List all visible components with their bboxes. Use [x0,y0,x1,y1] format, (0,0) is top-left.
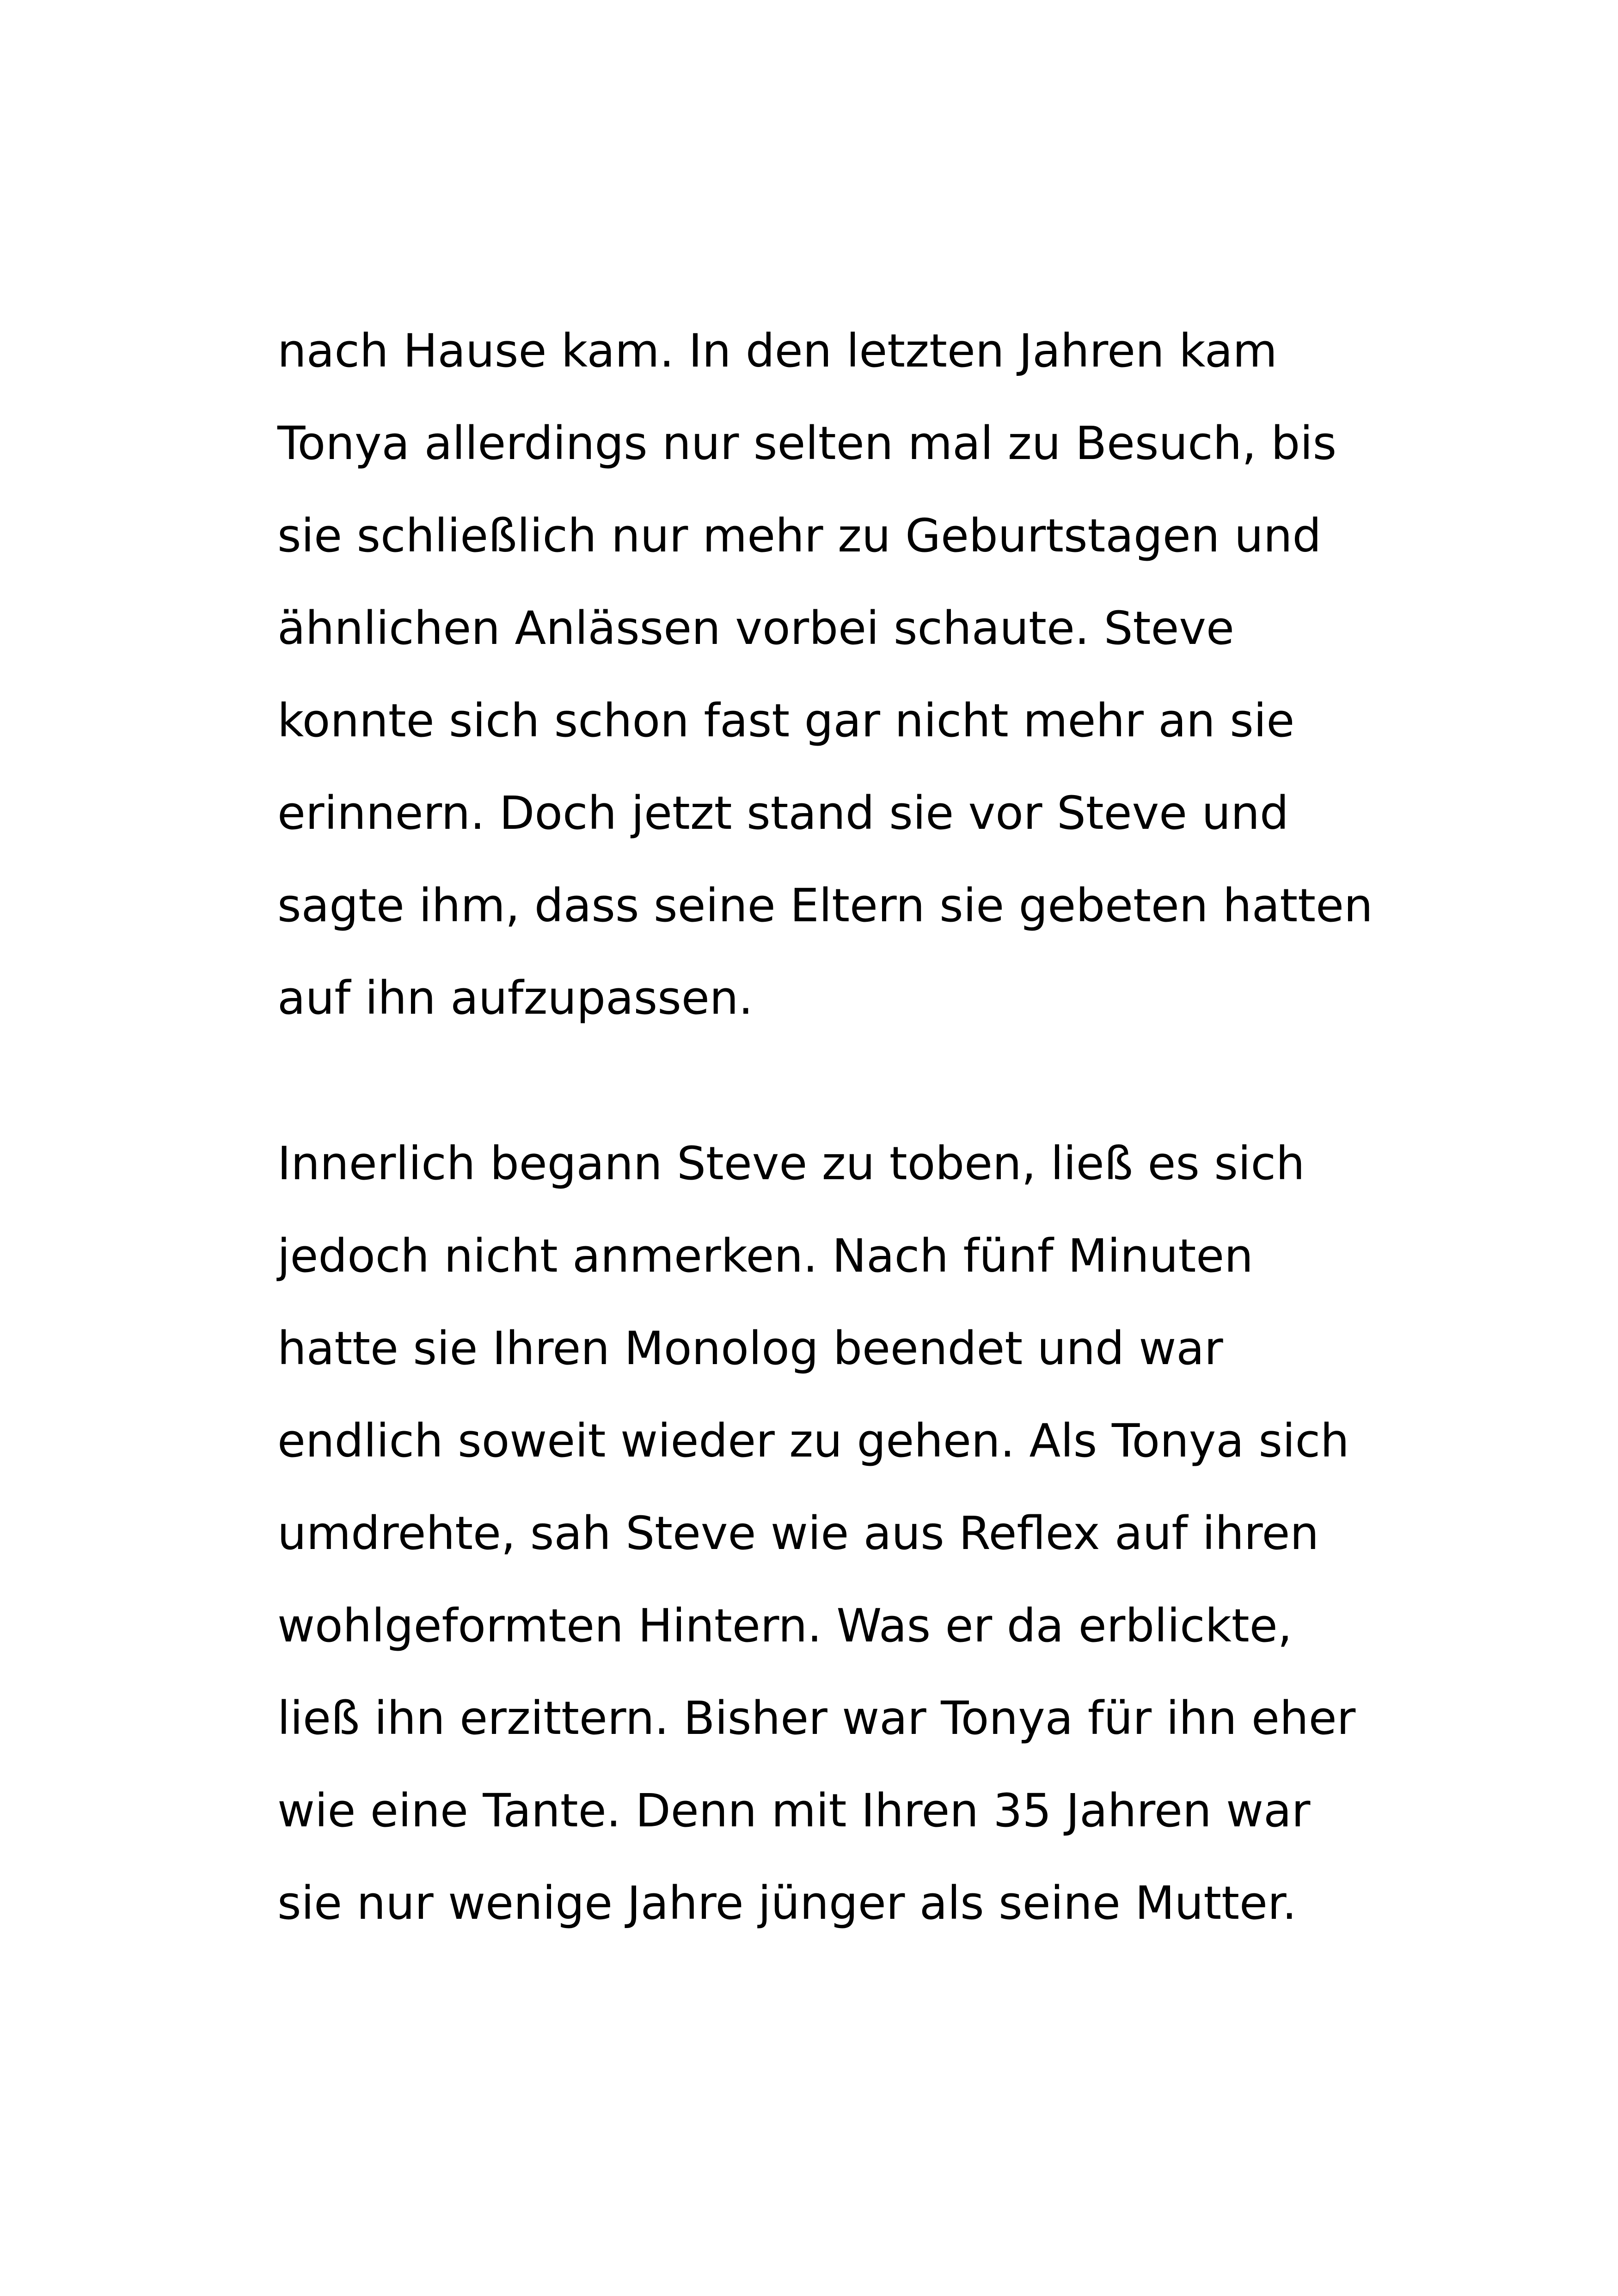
text-line: ähnlichen Anlässen vorbei schaute. Steve [277,602,1234,655]
text-line: ließ ihn erzittern. Bisher war Tonya für ihn eher [277,1692,1356,1745]
text-line: sie nur wenige Jahre jünger als seine Mutter. [277,1877,1297,1930]
text-line: Tonya allerdings nur selten mal zu Besuch, bis [277,417,1337,470]
text-line: nach Hause kam. In den letzten Jahren kam [277,325,1277,378]
text-line: konnte sich schon fast gar nicht mehr an sie [277,694,1295,747]
text-line: jedoch nicht anmerken. Nach fünf Minuten [277,1230,1253,1283]
text-line: erinnern. Doch jetzt stand sie vor Steve und [277,787,1289,840]
text-line: hatte sie Ihren Monolog beendet und war [277,1322,1223,1375]
text-line: Innerlich begann Steve zu toben, ließ es sich [277,1137,1305,1190]
text-line: sagte ihm, dass seine Eltern sie gebeten hatten [277,879,1373,932]
text-line: wie eine Tante. Denn mit Ihren 35 Jahren war [277,1784,1311,1837]
text-line: umdrehte, sah Steve wie aus Reflex auf ihren [277,1507,1319,1560]
text-line: auf ihn aufzupassen. [277,972,753,1025]
text-line: wohlgeformten Hintern. Was er da erblickte, [277,1599,1293,1653]
text-line: endlich soweit wieder zu gehen. Als Tonya sich [277,1414,1349,1468]
text-line: sie schließlich nur mehr zu Geburtstagen und [277,509,1322,563]
